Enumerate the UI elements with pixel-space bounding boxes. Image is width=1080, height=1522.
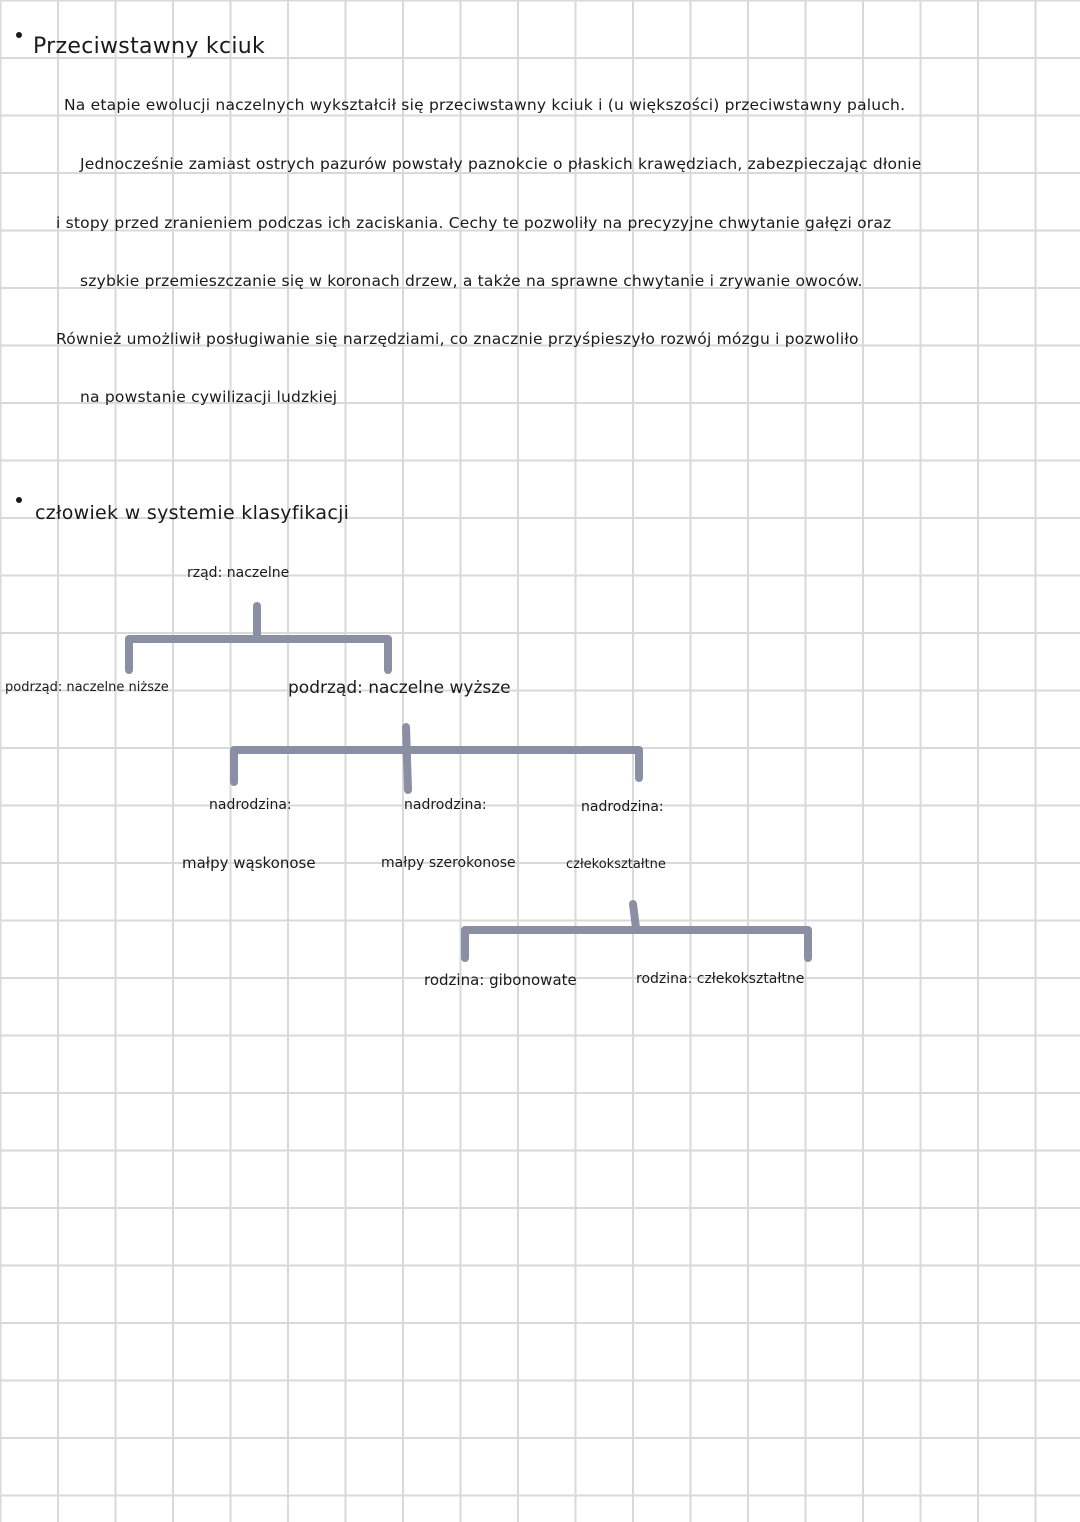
paragraph-line-6: na powstanie cywilizacji ludzkiej xyxy=(80,388,338,406)
tree-node-family-1: rodzina: gibonowate xyxy=(424,971,577,989)
paragraph-line-2: Jednocześnie zamiast ostrych pazurów powstały paznokcie o płaskich krawędziach, zabezpieczając dłonie xyxy=(80,155,922,173)
tree-node-order: rząd: naczelne xyxy=(187,565,290,581)
paragraph-line-1: Na etapie ewolucji naczelnych wykształcił się przeciwstawny kciuk i (u większości) przeciwstawny paluch. xyxy=(64,96,906,114)
section-heading-classification: człowiek w systemie klasyfikacji xyxy=(35,502,350,524)
section-heading-thumb: Przeciwstawny kciuk xyxy=(33,34,266,59)
tree-node-suborder-lower: podrząd: naczelne niższe xyxy=(5,680,169,695)
tree-node-suborder-higher: podrząd: naczelne wyższe xyxy=(288,678,511,698)
tree-node-superfamily-name-1: małpy wąskonose xyxy=(182,854,316,872)
tree-node-superfamily-label-3: nadrodzina: xyxy=(581,799,664,815)
paragraph-line-4: szybkie przemieszczanie się w koronach drzew, a także na sprawne chwytanie i zrywanie owoców. xyxy=(80,272,863,290)
tree-node-family-2: rodzina: człekokształtne xyxy=(636,971,805,987)
paragraph-line-3: i stopy przed zranieniem podczas ich zaciskania. Cechy te pozwoliły na precyzyjne chwytanie gałęzi oraz xyxy=(56,214,892,232)
tree-node-superfamily-name-2: małpy szerokonose xyxy=(381,855,516,871)
tree-node-superfamily-name-3: człekokształtne xyxy=(566,857,666,872)
tree-node-superfamily-label-1: nadrodzina: xyxy=(209,797,292,813)
paragraph-line-5: Również umożliwił posługiwanie się narzędziami, co znacznie przyśpieszyło rozwój mózgu i pozwoliło xyxy=(56,330,859,348)
tree-node-superfamily-label-2: nadrodzina: xyxy=(404,797,487,813)
